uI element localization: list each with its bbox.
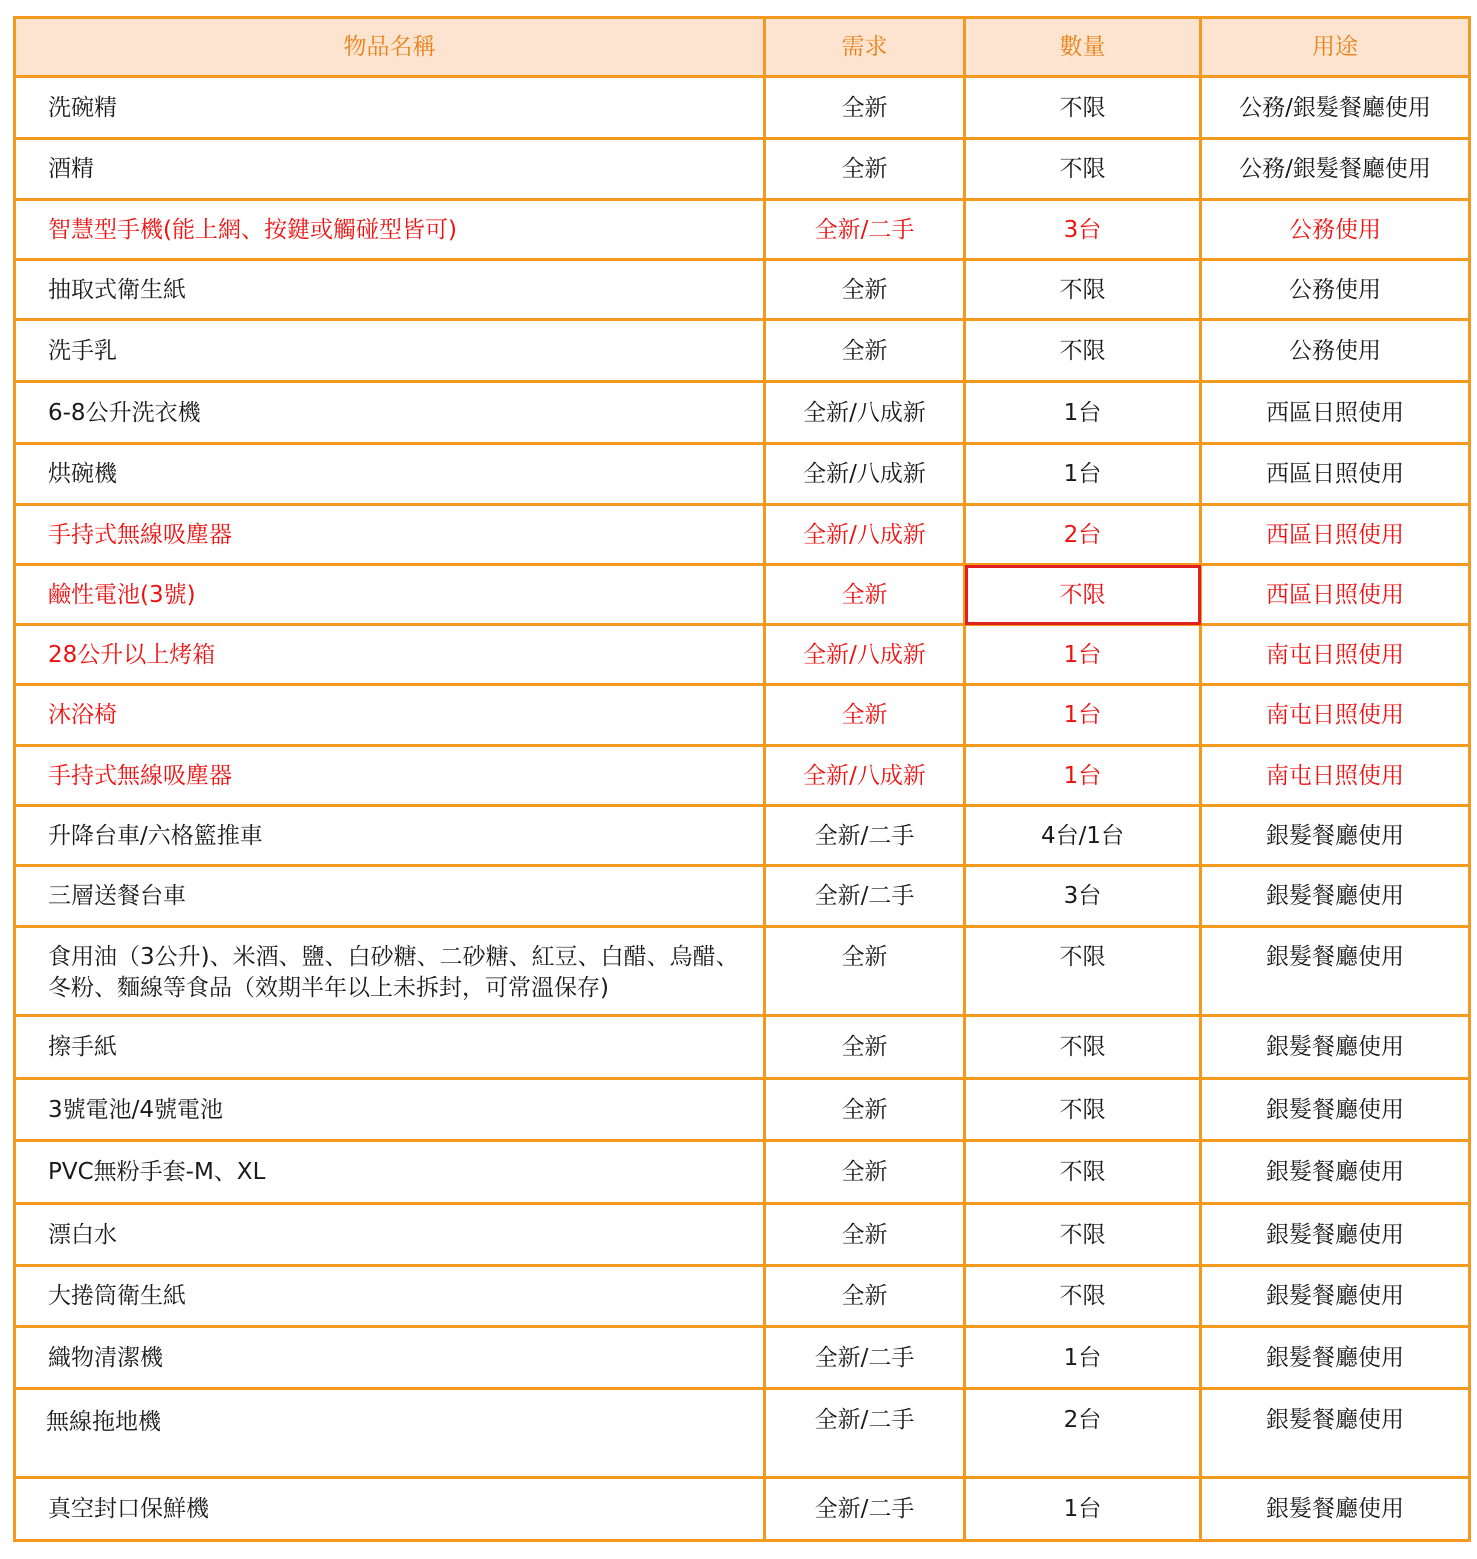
quantity-cell: 1台: [965, 1327, 1201, 1389]
item-name-cell: 洗碗精: [15, 77, 765, 139]
need-cell: 全新/二手: [765, 866, 965, 927]
quantity-cell: 3台: [965, 200, 1201, 260]
need-cell: 全新: [765, 139, 965, 200]
usage-cell: 銀髮餐廳使用: [1201, 1204, 1470, 1266]
need-cell: 全新/二手: [765, 1478, 965, 1541]
need-cell: 全新/二手: [765, 806, 965, 866]
table-row: [15, 1266, 1470, 1327]
usage-cell: 公務/銀髮餐廳使用: [1201, 77, 1470, 139]
item-name-cell: 真空封口保鮮機: [15, 1478, 765, 1541]
usage-cell: 銀髮餐廳使用: [1201, 1079, 1470, 1141]
usage-cell: 銀髮餐廳使用: [1201, 1478, 1470, 1541]
table-row-highlighted: [15, 625, 1470, 685]
usage-cell: 公務使用: [1201, 260, 1470, 320]
item-name-cell: 織物清潔機: [15, 1327, 765, 1389]
need-cell: 全新/二手: [765, 200, 965, 260]
table-row: [15, 1016, 1470, 1079]
quantity-cell: 1台: [965, 1478, 1201, 1541]
need-cell: 全新/八成新: [765, 505, 965, 565]
header-quantity: 數量: [965, 18, 1201, 77]
item-name-cell: 鹼性電池(3號): [15, 565, 765, 625]
item-name-cell: 洗手乳: [15, 320, 765, 382]
donation-needs-table: [13, 16, 1471, 1542]
item-name-cell: 食用油（3公升)、米酒、鹽、白砂糖、二砂糖、紅豆、白醋、烏醋、冬粉、麵線等食品（效期半年以上未拆封，可常溫保存): [15, 927, 765, 1016]
need-cell: 全新: [765, 1266, 965, 1327]
item-name-cell: 3號電池/4號電池: [15, 1079, 765, 1141]
item-name-cell: PVC無粉手套-M、XL: [15, 1141, 765, 1204]
need-cell: 全新: [765, 77, 965, 139]
table-row: [15, 1079, 1470, 1141]
item-name-cell: 手持式無線吸塵器: [15, 746, 765, 806]
item-name-cell: 6-8公升洗衣機: [15, 382, 765, 444]
quantity-cell: 1台: [965, 746, 1201, 806]
table-row: [15, 1389, 1470, 1478]
need-cell: 全新/二手: [765, 1389, 965, 1478]
need-cell: 全新: [765, 1079, 965, 1141]
quantity-cell: 不限: [965, 1204, 1201, 1266]
usage-cell: 南屯日照使用: [1201, 685, 1470, 746]
item-name-cell: 漂白水: [15, 1204, 765, 1266]
table-row: [15, 444, 1470, 505]
need-cell: 全新/八成新: [765, 746, 965, 806]
need-cell: 全新/二手: [765, 1327, 965, 1389]
item-name-cell: 酒精: [15, 139, 765, 200]
quantity-cell: 不限: [965, 139, 1201, 200]
table-row: [15, 77, 1470, 139]
usage-cell: 銀髮餐廳使用: [1201, 1016, 1470, 1079]
need-cell: 全新/八成新: [765, 444, 965, 505]
table-row: [15, 1478, 1470, 1541]
item-name-cell: 升降台車/六格籃推車: [15, 806, 765, 866]
quantity-cell: 不限: [965, 1266, 1201, 1327]
usage-cell: 銀髮餐廳使用: [1201, 866, 1470, 927]
quantity-cell: 不限: [965, 1016, 1201, 1079]
table-row-highlighted: [15, 685, 1470, 746]
quantity-cell: 2台: [965, 505, 1201, 565]
usage-cell: 銀髮餐廳使用: [1201, 1327, 1470, 1389]
need-cell: 全新: [765, 685, 965, 746]
usage-cell: 銀髮餐廳使用: [1201, 1141, 1470, 1204]
quantity-cell: 4台/1台: [965, 806, 1201, 866]
usage-cell: 南屯日照使用: [1201, 625, 1470, 685]
usage-cell: 南屯日照使用: [1201, 746, 1470, 806]
table-row-highlighted: [15, 746, 1470, 806]
item-name-cell: 智慧型手機(能上網、按鍵或觸碰型皆可): [15, 200, 765, 260]
header-item-name: 物品名稱: [15, 18, 765, 77]
usage-cell: 銀髮餐廳使用: [1201, 1389, 1470, 1478]
table-header-row: [15, 18, 1470, 77]
quantity-cell: 不限: [965, 320, 1201, 382]
item-name-cell: 無線拖地機: [15, 1389, 765, 1478]
quantity-cell: 2台: [965, 1389, 1201, 1478]
quantity-cell-boxed: 不限: [965, 565, 1201, 625]
usage-cell: 西區日照使用: [1201, 382, 1470, 444]
table-row-highlighted: [15, 565, 1470, 625]
table-row: [15, 927, 1470, 1016]
quantity-cell: 1台: [965, 444, 1201, 505]
quantity-cell: 不限: [965, 77, 1201, 139]
usage-cell: 銀髮餐廳使用: [1201, 927, 1470, 1016]
item-name-cell: 沐浴椅: [15, 685, 765, 746]
need-cell: 全新: [765, 1204, 965, 1266]
table-row-highlighted: [15, 200, 1470, 260]
usage-cell: 公務/銀髮餐廳使用: [1201, 139, 1470, 200]
need-cell: 全新: [765, 260, 965, 320]
quantity-cell: 3台: [965, 866, 1201, 927]
item-name-cell: 抽取式衛生紙: [15, 260, 765, 320]
usage-cell: 公務使用: [1201, 200, 1470, 260]
need-cell: 全新/八成新: [765, 625, 965, 685]
item-name-cell: 三層送餐台車: [15, 866, 765, 927]
item-name-cell: 28公升以上烤箱: [15, 625, 765, 685]
table-row: [15, 382, 1470, 444]
table-row: [15, 320, 1470, 382]
table-row: [15, 1204, 1470, 1266]
table-row: [15, 260, 1470, 320]
need-cell: 全新: [765, 320, 965, 382]
table-row: [15, 1327, 1470, 1389]
usage-cell: 西區日照使用: [1201, 444, 1470, 505]
usage-cell: 公務使用: [1201, 320, 1470, 382]
item-name-cell: 烘碗機: [15, 444, 765, 505]
need-cell: 全新: [765, 565, 965, 625]
usage-cell: 西區日照使用: [1201, 565, 1470, 625]
item-name-cell: 大捲筒衛生紙: [15, 1266, 765, 1327]
need-cell: 全新: [765, 927, 965, 1016]
quantity-cell: 不限: [965, 260, 1201, 320]
table-row-highlighted: [15, 505, 1470, 565]
table-row: [15, 139, 1470, 200]
item-name-cell: 擦手紙: [15, 1016, 765, 1079]
header-need: 需求: [765, 18, 965, 77]
usage-cell: 銀髮餐廳使用: [1201, 1266, 1470, 1327]
table-row: [15, 866, 1470, 927]
usage-cell: 銀髮餐廳使用: [1201, 806, 1470, 866]
quantity-cell: 1台: [965, 382, 1201, 444]
need-cell: 全新: [765, 1016, 965, 1079]
quantity-cell: 不限: [965, 1079, 1201, 1141]
quantity-cell: 不限: [965, 1141, 1201, 1204]
quantity-cell: 不限: [965, 927, 1201, 1016]
header-usage: 用途: [1201, 18, 1470, 77]
table-row: [15, 1141, 1470, 1204]
quantity-cell: 1台: [965, 625, 1201, 685]
need-cell: 全新/八成新: [765, 382, 965, 444]
usage-cell: 西區日照使用: [1201, 505, 1470, 565]
need-cell: 全新: [765, 1141, 965, 1204]
quantity-cell: 1台: [965, 685, 1201, 746]
table-row: [15, 806, 1470, 866]
item-name-cell: 手持式無線吸塵器: [15, 505, 765, 565]
